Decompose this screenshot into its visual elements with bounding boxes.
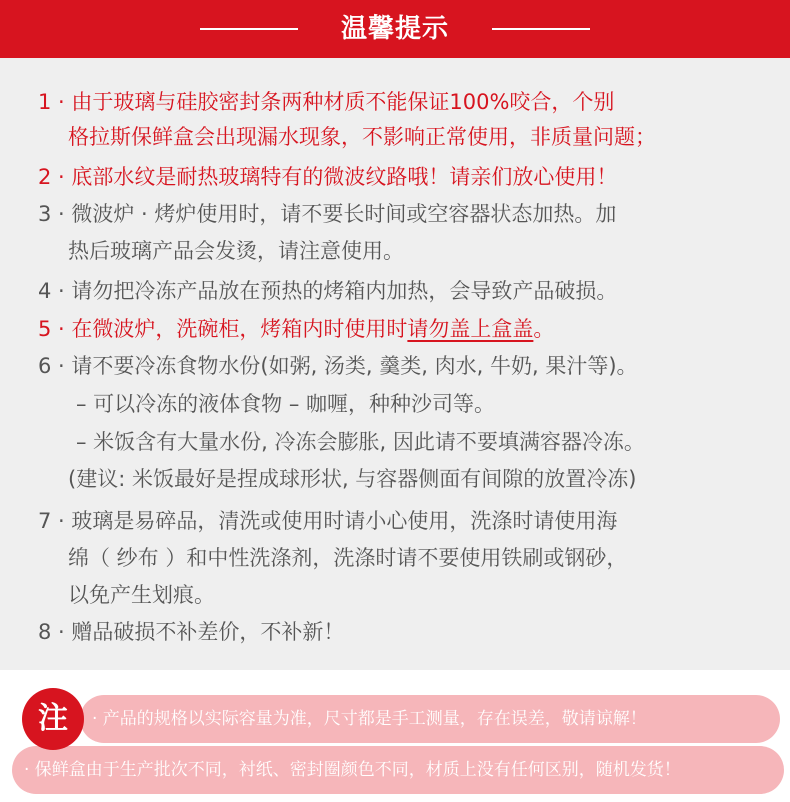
notice-line-6-sub-1: – 可以冷冻的液体食物 – 咖喱，种种沙司等。: [76, 392, 496, 416]
notice-line-7-cont-2: 以免产生划痕。: [68, 583, 215, 607]
page-title: 温馨提示: [340, 14, 449, 44]
notice-line-5-text: 5 · 在微波炉，洗碗柜，烤箱内时使用时: [38, 317, 408, 341]
notice-line-5-end: 。: [533, 317, 555, 341]
notice-line-1-cont: 格拉斯保鲜盒会出现漏水现象，不影响正常使用，非质量问题；: [68, 125, 656, 149]
notice-line-3-cont: 热后玻璃产品会发烫，请注意使用。: [68, 239, 404, 263]
notice-line-7-cont-1: 绵（ 纱布 ）和中性洗涤剂，洗涤时请不要使用铁刷或钢砂，: [68, 546, 628, 570]
notice-line-3: 3 · 微波炉 · 烤炉使用时，请不要长时间或空容器状态加热。加: [38, 202, 617, 226]
notice-line-6: 6 · 请不要冷冻食物水份(如粥, 汤类, 羹类, 肉水, 牛奶, 果汁等)。: [38, 354, 638, 378]
notice-line-7: 7 · 玻璃是易碎品，清洗或使用时请小心使用，洗涤时请使用海: [38, 509, 618, 533]
note-text-1: · 产品的规格以实际容量为准，尺寸都是手工测量，存在误差，敬请谅解！: [92, 709, 647, 729]
notice-line-4: 4 · 请勿把冷冻产品放在预热的烤箱内加热，会导致产品破损。: [38, 279, 618, 303]
note-badge: 注: [22, 688, 84, 750]
notice-line-6-sub-2: – 米饭含有大量水份, 冷冻会膨胀, 因此请不要填满容器冷冻。: [76, 430, 645, 454]
notice-line-1: 1 · 由于玻璃与硅胶密封条两种材质不能保证100%咬合，个别: [38, 90, 615, 114]
notice-line-8: 8 · 赠品破损不补差价，不补新！: [38, 620, 345, 644]
note-text-2: · 保鲜盒由于生产批次不同，衬纸、密封圈颜色不同，材质上没有任何区别，随机发货！: [24, 760, 681, 780]
notice-line-2: 2 · 底部水纹是耐热玻璃特有的微波纹路哦！请亲们放心使用！: [38, 165, 618, 189]
notice-line-5: [38, 309, 554, 349]
notice-line-5-highlight: 请勿盖上盒盖: [407, 317, 534, 341]
notice-line-6-suggestion: (建议: 米饭最好是捏成球形状, 与容器侧面有间隙的放置冷冻): [68, 467, 637, 491]
